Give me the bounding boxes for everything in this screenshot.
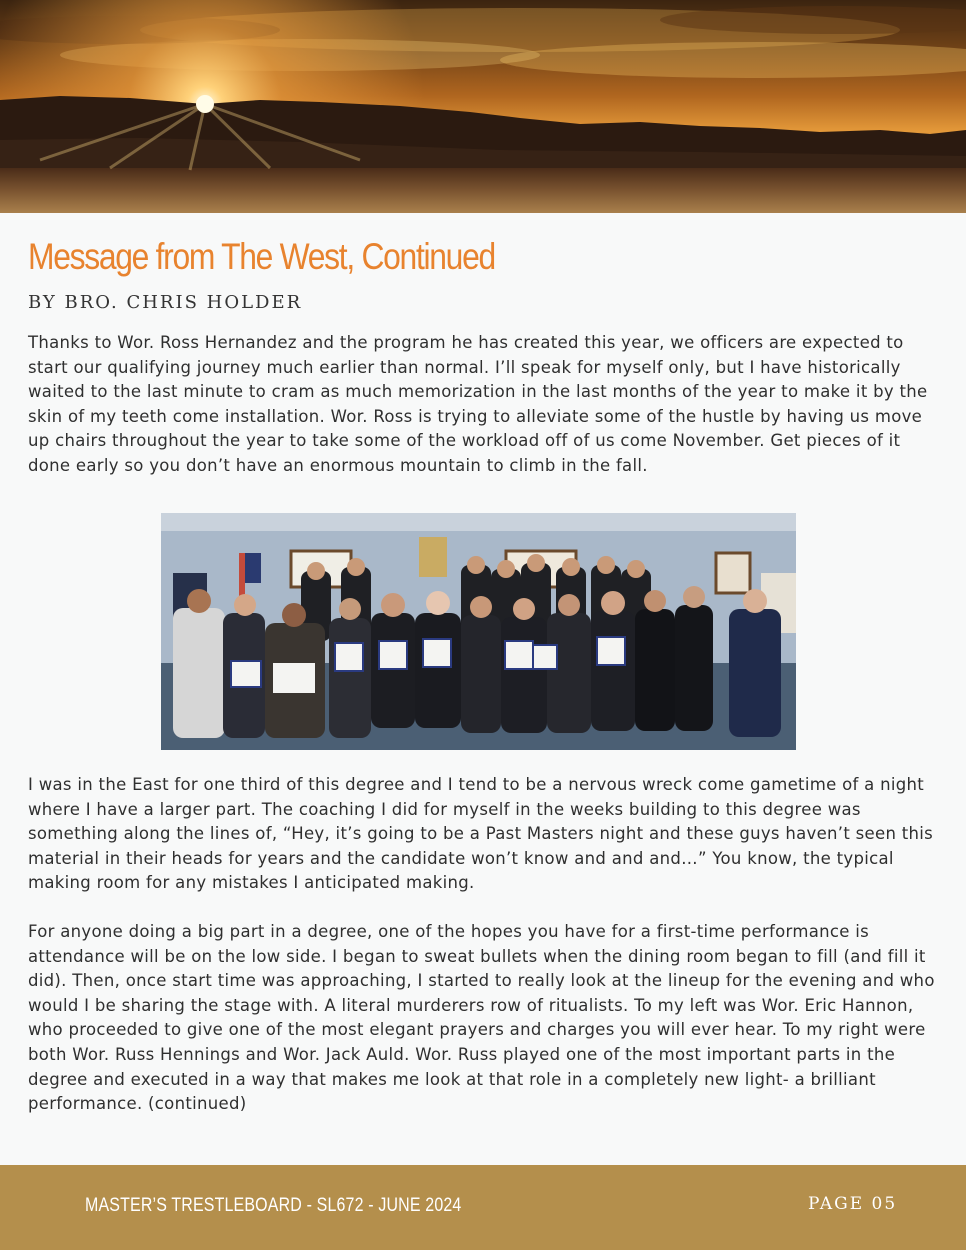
- article-paragraph: I was in the East for one third of this degree and I tend to be a nervous wreck come gametime of a night where I have a larger part. The coaching I did for myself in the weeks building to this degree was something along the lines of, “Hey, it’s going to be a Past Masters night and these guys haven’t seen this material in their heads for years and the candidate won’t know and and and…” You know, the typical making room for any mistakes I anticipated making.: [28, 775, 934, 893]
- sunset-landscape-illustration: [0, 0, 966, 213]
- header-banner-image: [0, 0, 966, 213]
- article-paragraph: Thanks to Wor. Ross Hernandez and the program he has created this year, we officers are expected to start our qualifying journey much earlier than normal. I’ll speak for myself only, but I have historically waited to the last minute to cram as much memorization in the last months of the year to make it by the skin of my teeth come installation. Wor. Ross is trying to alleviate some of the hustle by having us move up chairs throughout the year to take some of the workload off of us come November. Get pieces of it done early so you don’t have an enormous mountain to climb in the fall.: [28, 333, 928, 475]
- lodge-group-photo: [161, 513, 796, 750]
- group-photo-illustration: [161, 513, 796, 750]
- footer-publication-title: MASTER’S TRESTLEBOARD - SL672 - JUNE 2024: [85, 1195, 462, 1216]
- page-footer: [0, 1165, 966, 1250]
- article-paragraph: For anyone doing a big part in a degree, one of the hopes you have for a first-time performance is attendance will be on the low side. I began to sweat bullets when the dining room began to fill (and fill it did). Then, once start time was approaching, I started to really look at the lineup for the evening and who would I be sharing the stage with. A literal murderers row of ritualists. To my left was Wor. Eric Hannon, who proceeded to give one of the most elegant prayers and charges you will ever hear. To my right were both Wor. Russ Hennings and Wor. Jack Auld. Wor. Russ played one of the most important parts in the degree and executed in a way that makes me look at that role in a completely new light- a brilliant performance. (continued): [28, 922, 935, 1114]
- page-number: PAGE 05: [808, 1194, 898, 1214]
- article-title: Message from The West, Continued: [28, 236, 495, 277]
- article-byline: BY BRO. CHRIS HOLDER: [28, 292, 303, 313]
